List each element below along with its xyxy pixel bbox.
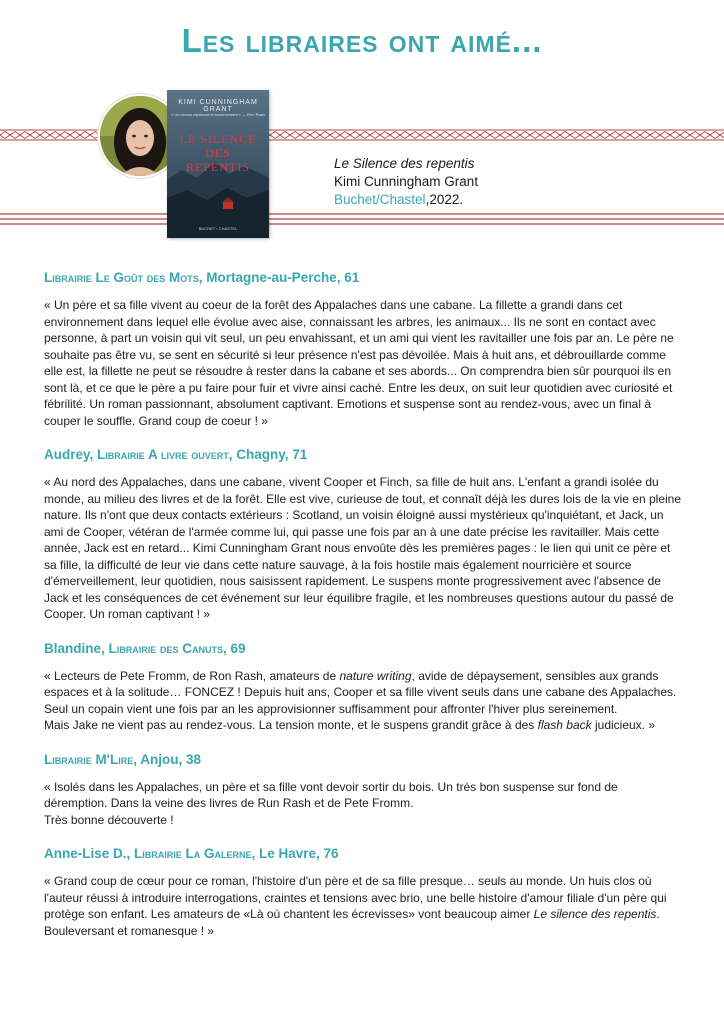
border-diamond [360,132,370,139]
border-diamond [700,132,710,139]
border-diamond [390,132,400,139]
border-diamond [570,132,580,139]
border-diamond [720,132,724,139]
bookshop-location: , Le Havre, 76 [251,846,339,861]
border-diamond [380,132,390,139]
border-diamond [630,132,640,139]
border-diamond [80,132,90,139]
border-diamond [20,132,30,139]
review-item [44,846,684,939]
border-diamond [520,132,530,139]
bookshop-location: , Chagny, 71 [228,447,308,462]
border-diamond [40,132,50,139]
border-diamond [640,132,650,139]
bookshop-name: Librairie des Canuts [108,640,224,656]
border-diamond [690,132,700,139]
border-diamond [500,132,510,139]
reviewer-name: Audrey, [44,447,98,462]
border-diamond [510,132,520,139]
review-heading [44,641,684,656]
bookshop-location: , 69 [223,640,246,656]
border-diamond [60,132,70,139]
border-diamond [350,132,360,139]
reviewer-name: Blandine, [44,640,109,656]
review-text: « Isolés dans les Appalaches, un père et sa fille vont devoir sortir du bois. Un très bon suspense sur fond de déremption. Dans la veine des livres de Run Rash et de Pete Fromm. Très bonne découverte ! [44,779,618,827]
review-text: « Lecteurs de Pete Fromm, de Ron Rash, amateurs de nature writing, avide de dépaysement, sensibles aux grands espaces et à la solitude… FONCEZ ! Depuis huit ans, Cooper et sa fille vivent seuls dans une cabane des Appalaches. Seul un copain vient une fois par an les approvisionner suffisamment pour affronter l'hiver plus sereinement. Mais Jake ne vient pas au rendez-vous. La tension monte, et le suspens grandit grâce à des flash back judicieux. » [44,668,677,732]
border-diamond [70,132,80,139]
review-item [44,447,684,623]
review-heading [44,752,684,767]
border-diamond [530,132,540,139]
bookshop-name: Librairie La Galerne [134,846,252,861]
cover-blurb: « Un roman captivant et bouleversant » — Ron Rash [171,112,265,117]
cover-title: LE SILENCE DES REPENTIS [179,132,257,174]
bookshop-name: Librairie M'Lire [44,751,134,767]
book-author: Kimi Cunningham Grant [334,174,479,189]
border-diamond [430,132,440,139]
border-diamond [620,132,630,139]
review-heading [44,447,684,462]
review-text: « Grand coup de cœur pour ce roman, l'histoire d'un père et de sa fille presque… seuls au monde. Un huis clos où l'auteur réussi à introduire interrogations, craintes et tensions avec brio, une belle histoire d'amour filiale d'un père qui protège son enfant. Les amateurs de «Là où chantent les écrevisses» vont beaucoup aimer Le silence des repentis. Bouleversant et romanesque ! » [44,874,667,938]
review-text: « Au nord des Appalaches, dans une cabane, vivent Cooper et Finch, sa fille de huit ans. L'enfant a grandi isolée du monde, au milieu des livres et de la forêt. Elle est vive, curieuse de tout, et connaît déjà les dures lois de la vie en pleine nature. Ils n'ont que deux contacts extérieurs : Scotland, un voisin éloigné aussi mystérieux qu'inquiétant, et Jack, un ami de Cooper, vétéran de l'armée comme lui, qui passe une fois par an à une date précise les ravitailler. Mais cette année, Jack est en retard... Kimi Cunningham Grant nous envoûte dès les premières pages : le lien qui unit ce père et sa fille, la difficulté de leur vie dans cette nature sauvage, à la fois hostile mais également nourricière et source d'émerveillement, leur quotidien, nous saisissent rapidement. Le suspens monte progressivement avec l'absence de Jack et les conséquences de cet événement sur leur équilibre fragile, et les nombreuses questions autour du passé de Cooper. Un roman captivant ! » [44,475,682,621]
border-diamond [470,132,480,139]
book-publisher: Buchet/Chastel [334,192,426,207]
border-diamond [600,132,610,139]
border-diamond [590,132,600,139]
border-diamond [610,132,620,139]
border-diamond [560,132,570,139]
border-diamond [710,132,720,139]
reviewer-name: Anne-Lise D., [44,846,135,861]
page-title: Les libraires ont aimé... [181,22,543,59]
book-info [334,155,478,209]
border-diamond [540,132,550,139]
border-diamond [680,132,690,139]
border-diamond [670,132,680,139]
border-diamond [550,132,560,139]
bookshop-name: Librairie A livre ouvert [97,447,229,462]
book-publisher-line [334,191,478,209]
cover-author: KIMI CUNNINGHAM GRANT [178,99,258,113]
border-diamond [290,132,300,139]
border-diamond [480,132,490,139]
cover-publisher: BUCHET • CHASTEL [198,226,238,231]
border-diamond [310,132,320,139]
border-diamond [280,132,290,139]
book-year: ,2022. [425,192,464,207]
bookshop-name: Librairie Le Goût des Mots [44,270,199,285]
border-diamond [30,132,40,139]
border-diamond [490,132,500,139]
border-diamond [50,132,60,139]
border-diamond [410,132,420,139]
review-text: « Un père et sa fille vivent au coeur de la forêt des Appalaches dans une cabane. La fillette a grandi dans cet environnement dans lequel elle évolue avec aise, connaissant les arbres, les animaux... Ils ne sont en contact avec personne, à part un voisin qui vit seul, un peu envahissant, et un ami qui vient les ravitailler une fois par an. Le père ne souhaite pas être vu, se sent en sécurité si leur présence n'est pas dévoilée. Mais à huit ans, et débrouillarde comme elle est, la fillette ne peut se résoudre à rester dans la cabane et ses abords... On comprendra bien sûr pourquoi ils en sont là, et ce que le père a pu faire pour fuir et vivre ainsi caché. Entre les deux, on suit leur quotidien avec curiosité et fébrilité. Un roman passionnant, absolument captivant. Emotions et suspense sont au rendez-vous, avec un final à couper le souffle. Grand coup de coeur ! » [44,298,674,428]
decorative-border-bottom [0,212,724,226]
border-diamond [400,132,410,139]
border-diamond [440,132,450,139]
border-diamond [580,132,590,139]
book-title: Le Silence des repentis [334,156,475,171]
border-diamond [270,132,280,139]
border-diamond [340,132,350,139]
border-diamond [450,132,460,139]
border-diamond [330,132,340,139]
border-diamond [0,132,10,139]
bookshop-location: , Mortagne-au-Perche, 61 [198,270,360,285]
book-cover [167,90,269,238]
bookshop-location: , Anjou, 38 [133,751,201,767]
border-diamond [10,132,20,139]
review-item [44,641,684,734]
border-diamond [650,132,660,139]
border-diamond [320,132,330,139]
review-heading [44,846,684,861]
border-diamond [460,132,470,139]
border-diamond [300,132,310,139]
border-diamond [370,132,380,139]
reviews-list [44,270,684,957]
border-diamond [420,132,430,139]
review-item [44,270,684,429]
review-item [44,752,684,829]
border-diamond [660,132,670,139]
review-heading [44,270,684,285]
